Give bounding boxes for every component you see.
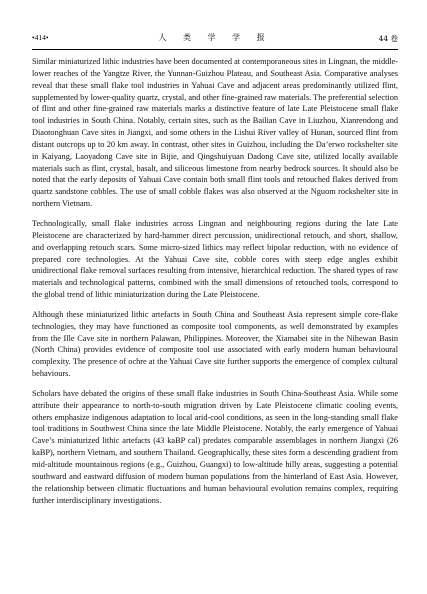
- journal-title: 人 类 学 学 报: [158, 33, 272, 42]
- paragraph-3: Although these miniaturized lithic artefacts in South China and Southeast Asia represent simple core-flake technologies, they may have functioned as composite tool components, as well demonstrated by examples from the Ille Cave site in northern Palawan, Philippines. Moreover, the Xiamabei site in the Nihewan Basin (North China) provides evidence of composite tool use associated with early modern human behavioural complexity. The presence of ochre at the Yahuai Cave site further supports the emergence of complex cultural behaviours.: [32, 309, 398, 379]
- article-body: [32, 56, 398, 514]
- page-number: •414•: [32, 33, 49, 42]
- paragraph-4: Scholars have debated the origins of these small flake industries in South China-Southeast Asia. While some attribute their appearance to north-to-south migration driven by Late Pleistocene climatic cooling events, others emphasize indigenous adaptation to local arid-cool conditions, as seen in the long-standing small flake tool traditions in Southwest China since the late Middle Pleistocene. Notably, the early emergence of Yahuai Cave’s miniaturized lithic artefacts (43 kaBP cal) predates comparable assemblages in northern Jiangxi (26 kaBP), northern Vietnam, and southern Thailand. Geographically, these sites form a descending gradient from mid-altitude mountainous regions (e.g., Guizhou, Guangxi) to low-altitude hilly areas, suggesting a potential southward and eastward diffusion of modern human populations from the hinterland of East Asia. However, the relationship between climatic fluctuations and human behavioural evolution remains complex, requiring further interdisciplinary investigations.: [32, 388, 398, 505]
- header-rule: [32, 49, 398, 50]
- paragraph-1: Similar miniaturized lithic industries have been documented at contemporaneous sites in Lingnan, the middle-lower reaches of the Yangtze River, the Yunnan-Guizhou Plateau, and Southeast Asia. Comparative analyses reveal that these small flake tool industries in Yahuai Cave and adjacent areas predominantly utilized flint, supplemented by lower-quality quartz, crystal, and other fine-grained raw materials. The preferential selection of flint and other fine-grained raw materials marks a distinctive feature of late Late Pleistocene small flake tool industries in South China. Notably, certain sites, such as the Bailian Cave in Liuzhou, Xianrendong and Diaotonghuan Cave sites in Jiangxi, and some others in the Lishui River valley of Hunan, sourced flint from distant outcrops up to 20 km away. In contrast, other sites in Guizhou, including the Da’erwo rockshelter site in Kaiyang, Laoyadong Cave site in Bijie, and Qingshuiyuan Dadong Cave site, utilized locally available materials such as flint, crystal, basalt, and siliceous limestone from nearby bedrock sources. It should also be noted that the early deposits of Yahuai Cave contain both small flint tools and retouched flakes derived from quartz sandstone cobbles. The use of small cobble flakes was also observed at the Nguom rockshelter site in northern Vietnam.: [32, 57, 398, 209]
- running-header: [32, 32, 398, 44]
- volume-number: 44 卷: [378, 34, 398, 43]
- paragraph-2: Technologically, small flake industries across Lingnan and neighbouring regions during the late Late Pleistocene are characterized by hard-hammer direct percussion, unidirectional retouch, and short, shallow, and overlapping retouch scars. Some micro-sized lithics may reflect bipolar reduction, with no evidence of prepared core technologies. At the Yahuai Cave site, cobble cores with steep edge angles exhibit unidirectional flake removal surfaces resulting from intensive, hierarchical reduction. The shared types of raw materials and technological patterns, combined with the small dimensions of retouched tools, correspond to the global trend of lithic miniaturization during the Late Pleistocene.: [32, 218, 398, 300]
